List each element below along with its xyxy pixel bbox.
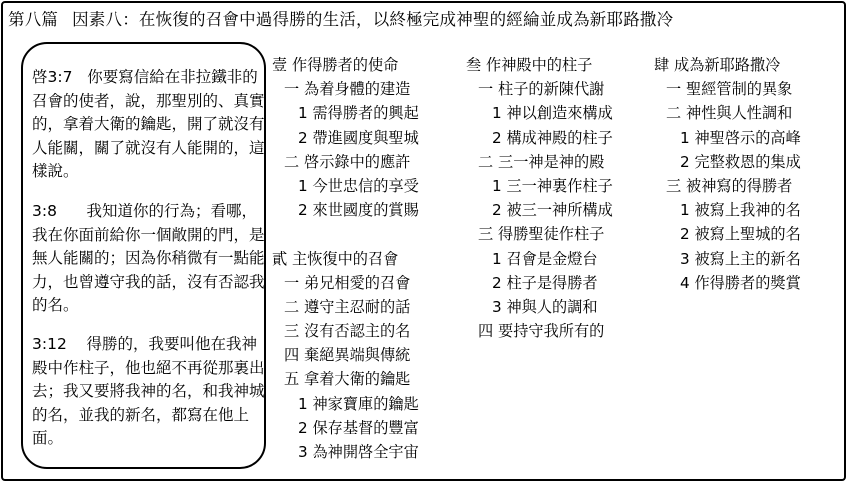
outline-point: 二 啓示錄中的應許 (284, 152, 411, 171)
outline-heading: 叁 作神殿中的柱子 (466, 56, 593, 74)
outline-heading: 壹 作得勝者的使命 (272, 56, 399, 74)
outline-subpoint: 1 需得勝者的興起 (298, 104, 419, 123)
verse-ref: 3:8 (32, 202, 57, 220)
verse-ref: 啓3:7 (32, 68, 73, 86)
title-text: 因素八：在恢復的召會中過得勝的生活，以終極完成神聖的經綸並成為新耶路撒冷 (72, 10, 674, 29)
outline-point: 一 為着身體的建造 (284, 80, 411, 99)
outline-subpoint: 4 作得勝者的獎賞 (680, 273, 801, 292)
outline-subpoint: 1 神以創造來構成 (492, 104, 613, 123)
outline-subpoint: 2 柱子是得勝者 (492, 273, 598, 292)
outline-column-3 (654, 53, 801, 295)
outline-subpoint: 1 今世忠信的享受 (298, 176, 419, 195)
verse-3 (32, 333, 267, 451)
outline-point: 一 弟兄相愛的召會 (284, 273, 411, 292)
outline-subpoint: 2 帶進國度與聖城 (298, 128, 419, 147)
outline-point: 三 沒有否認主的名 (284, 322, 411, 341)
outline-subpoint: 2 被寫上聖城的名 (680, 225, 801, 244)
outline-subpoint: 2 完整救恩的集成 (680, 152, 801, 171)
verse-text: 我知道你的行為；看哪，我在你面前給你一個敞開的門，是無人能關的；因為你稍微有一點能力，也曾遵守我的話，沒有否認我的名。 (32, 202, 265, 314)
outline-subpoint: 2 保存基督的豐富 (298, 418, 419, 437)
verse-1 (32, 66, 267, 184)
outline-point: 三 被神寫的得勝者 (666, 176, 793, 195)
outline-column-2 (466, 53, 613, 343)
outline-subpoint: 1 神聖啓示的高峰 (680, 128, 801, 147)
outline-subpoint: 2 來世國度的賞賜 (298, 201, 419, 220)
outline-point: 四 要持守我所有的 (478, 322, 605, 341)
outline-point: 一 柱子的新陳代謝 (478, 80, 605, 99)
outline-point: 二 遵守主忍耐的話 (284, 297, 411, 316)
page-title (8, 6, 673, 30)
verse-text: 得勝的，我要叫他在我神殿中作柱子，他也絕不再從那裏出去；我又要將我神的名，和我神城的名，並我的新名，都寫在他上面。 (32, 335, 265, 447)
outline-subpoint: 3 被寫上主的新名 (680, 249, 801, 268)
outline-point: 三 得勝聖徒作柱子 (478, 225, 605, 244)
outline-heading: 貳 主恢復中的召會 (272, 249, 399, 268)
outline-subpoint: 2 被三一神所構成 (492, 201, 613, 220)
outline-spacer (272, 222, 419, 246)
outline-subpoint: 3 為神開啓全宇宙 (298, 443, 419, 461)
verse-ref: 3:12 (32, 335, 67, 353)
outline-point: 四 棄絕異端與傳統 (284, 346, 411, 365)
outline-point: 二 神性與人性調和 (666, 104, 793, 123)
outline-subpoint: 1 三一神裏作柱子 (492, 176, 613, 195)
outline-subpoint: 1 召會是金燈台 (492, 249, 598, 268)
verse-2 (32, 200, 267, 318)
title-part: 第八篇 (8, 10, 59, 29)
verse-text: 你要寫信給在非拉鐵非的召會的使者，說，那聖別的、真實的，拿着大衛的鑰匙，開了就沒有人能關，關了就沒有人能開的，這樣說。 (32, 68, 265, 180)
outline-subpoint: 1 神家寶庫的鑰匙 (298, 394, 419, 413)
outline-point: 五 拿着大衛的鑰匙 (284, 370, 411, 389)
outline-subpoint: 1 被寫上我神的名 (680, 201, 801, 220)
outline-point: 二 三一神是神的殿 (478, 152, 605, 171)
outline-subpoint: 3 神與人的調和 (492, 297, 598, 316)
outline-point: 一 聖經管制的異象 (666, 80, 793, 99)
outline-column-1 (272, 53, 419, 464)
outline-heading: 肆 成為新耶路撒冷 (654, 56, 781, 74)
outline-subpoint: 2 構成神殿的柱子 (492, 128, 613, 147)
